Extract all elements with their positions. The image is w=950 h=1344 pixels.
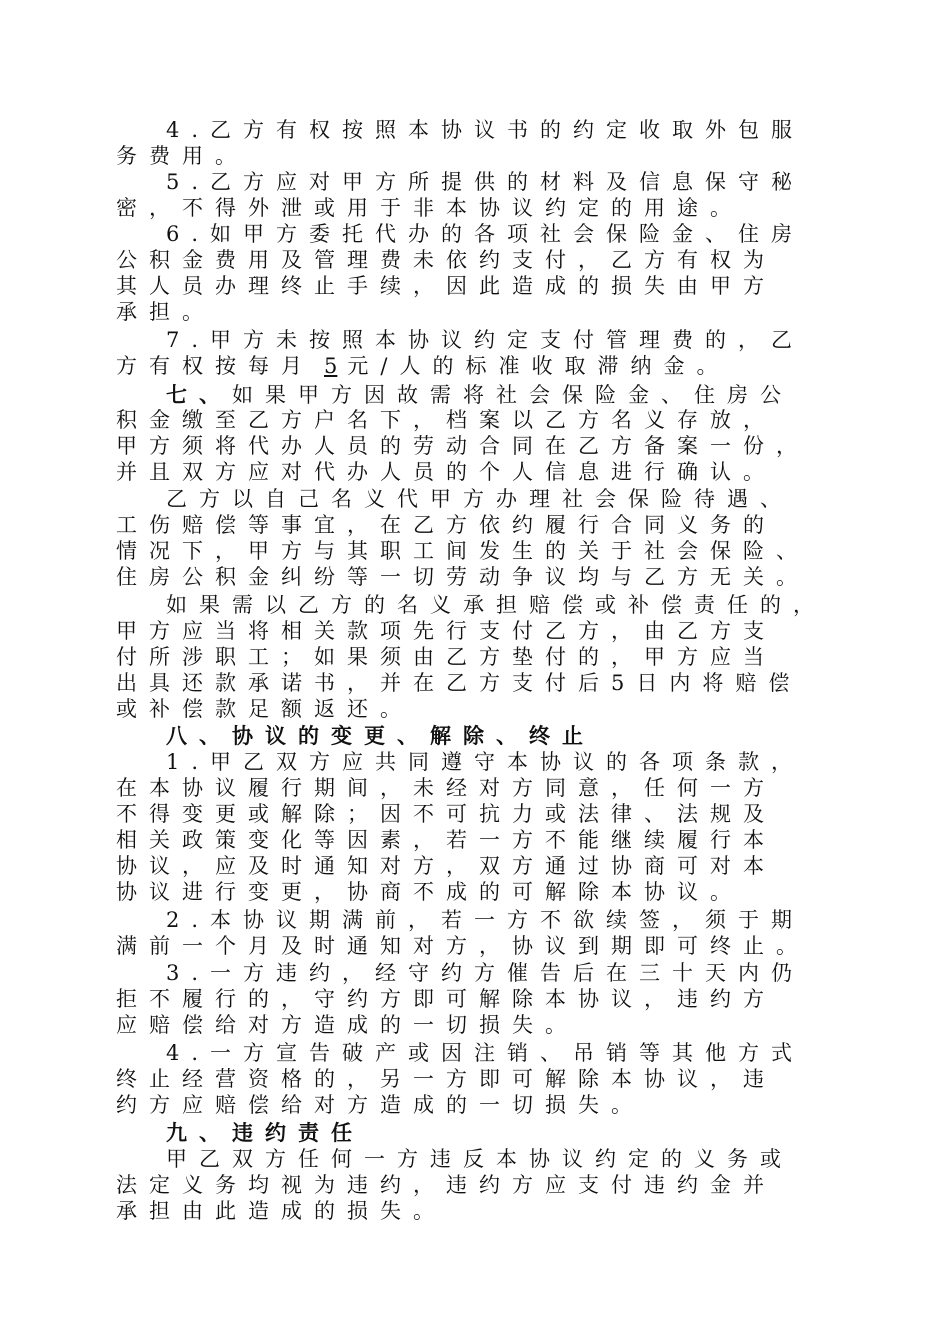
clause-8-1-line-4: 相关政策变化等因素，若一方不能继续履行本 bbox=[116, 828, 776, 852]
section-9-heading: 九、违约责任 bbox=[166, 1120, 364, 1145]
clause-6-4-line-2: 务费用。 bbox=[116, 144, 248, 168]
section-7-para2-line-1: 乙方以自己名义代甲方办理社会保险待遇、 bbox=[166, 487, 793, 511]
section-7-para3-line-2: 甲方应当将相关款项先行支付乙方，由乙方支 bbox=[116, 619, 776, 643]
clause-6-6-line-2: 公积金费用及管理费未依约支付，乙方有权为 bbox=[116, 248, 776, 272]
clause-6-4-line-1: 4.乙方有权按照本协议书的约定收取外包服 bbox=[166, 118, 805, 142]
late-fee-text-after: 元/人的标准收取滞纳金。 bbox=[347, 354, 730, 378]
section-8-heading: 八、协议的变更、解除、终止 bbox=[166, 723, 595, 748]
section-9-line-3: 承担由此造成的损失。 bbox=[116, 1199, 446, 1223]
clause-8-1-line-6: 协议进行变更，协商不成的可解除本协议。 bbox=[116, 880, 743, 904]
section-7-para2-line-3: 情况下，甲方与其职工间发生的关于社会保险、 bbox=[116, 539, 809, 563]
clause-6-7-line-1: 7.甲方未按照本协议约定支付管理费的，乙 bbox=[166, 328, 805, 352]
clause-6-5-line-1: 5.乙方应对甲方所提供的材料及信息保守秘 bbox=[166, 170, 805, 194]
section-9-line-1: 甲乙双方任何一方违反本协议约定的义务或 bbox=[166, 1147, 793, 1171]
section-7-para2-line-4: 住房公积金纠纷等一切劳动争议均与乙方无关。 bbox=[116, 565, 809, 589]
late-fee-amount: 5 bbox=[324, 354, 338, 378]
section-7-text: 如果甲方因故需将社会保险金、住房公 bbox=[232, 383, 793, 407]
section-7-para3-line-4: 出具还款承诺书，并在乙方支付后5日内将赔偿 bbox=[116, 671, 802, 695]
clause-8-1-line-2: 在本协议履行期间，未经对方同意，任何一方 bbox=[116, 776, 776, 800]
clause-8-2-line-2: 满前一个月及时通知对方，协议到期即可终止。 bbox=[116, 934, 809, 958]
section-7-para2-line-2: 工伤赔偿等事宜，在乙方依约履行合同义务的 bbox=[116, 513, 776, 537]
clause-8-3-line-3: 应赔偿给对方造成的一切损失。 bbox=[116, 1013, 578, 1037]
section-7-para3-line-3: 付所涉职工；如果须由乙方垫付的，甲方应当 bbox=[116, 645, 776, 669]
clause-8-1-line-1: 1.甲乙双方应共同遵守本协议的各项条款， bbox=[166, 750, 805, 774]
clause-8-4-line-2: 终止经营资格的，另一方即可解除本协议，违 bbox=[116, 1067, 776, 1091]
section-9-line-2: 法定义务均视为违约，违约方应支付违约金并 bbox=[116, 1173, 776, 1197]
section-7-heading: 七、 bbox=[166, 382, 232, 407]
clause-6-7-line-2 bbox=[116, 353, 836, 380]
clause-8-4-line-1: 4.一方宣告破产或因注销、吊销等其他方式 bbox=[166, 1041, 805, 1065]
clause-8-3-line-2: 拒不履行的，守约方即可解除本协议，违约方 bbox=[116, 987, 776, 1011]
clause-6-6-line-1: 6.如甲方委托代办的各项社会保险金、住房 bbox=[166, 222, 805, 246]
clause-6-5-line-2: 密，不得外泄或用于非本协议约定的用途。 bbox=[116, 196, 743, 220]
section-7-line-4: 并且双方应对代办人员的个人信息进行确认。 bbox=[116, 460, 776, 484]
clause-6-6-line-3: 其人员办理终止手续，因此造成的损失由甲方 bbox=[116, 274, 776, 298]
section-7-para3-line-1: 如果需以乙方的名义承担赔偿或补偿责任的， bbox=[166, 593, 826, 617]
clause-8-2-line-1: 2.本协议期满前，若一方不欲续签，须于期 bbox=[166, 908, 805, 932]
clause-8-1-line-3: 不得变更或解除；因不可抗力或法律、法规及 bbox=[116, 802, 776, 826]
clause-8-4-line-3: 约方应赔偿给对方造成的一切损失。 bbox=[116, 1093, 644, 1117]
clause-8-1-line-5: 协议，应及时通知对方，双方通过协商可对本 bbox=[116, 854, 776, 878]
section-7-line-1 bbox=[166, 381, 836, 408]
section-7-line-3: 甲方须将代办人员的劳动合同在乙方备案一份， bbox=[116, 434, 809, 458]
late-fee-text-before: 方有权按每月 bbox=[116, 354, 314, 378]
clause-8-3-line-1: 3.一方违约，经守约方催告后在三十天内仍 bbox=[166, 961, 805, 985]
section-7-line-2: 积金缴至乙方户名下，档案以乙方名义存放， bbox=[116, 408, 776, 432]
clause-6-6-line-4: 承担。 bbox=[116, 300, 215, 324]
section-7-para3-line-5: 或补偿款足额返还。 bbox=[116, 697, 413, 721]
